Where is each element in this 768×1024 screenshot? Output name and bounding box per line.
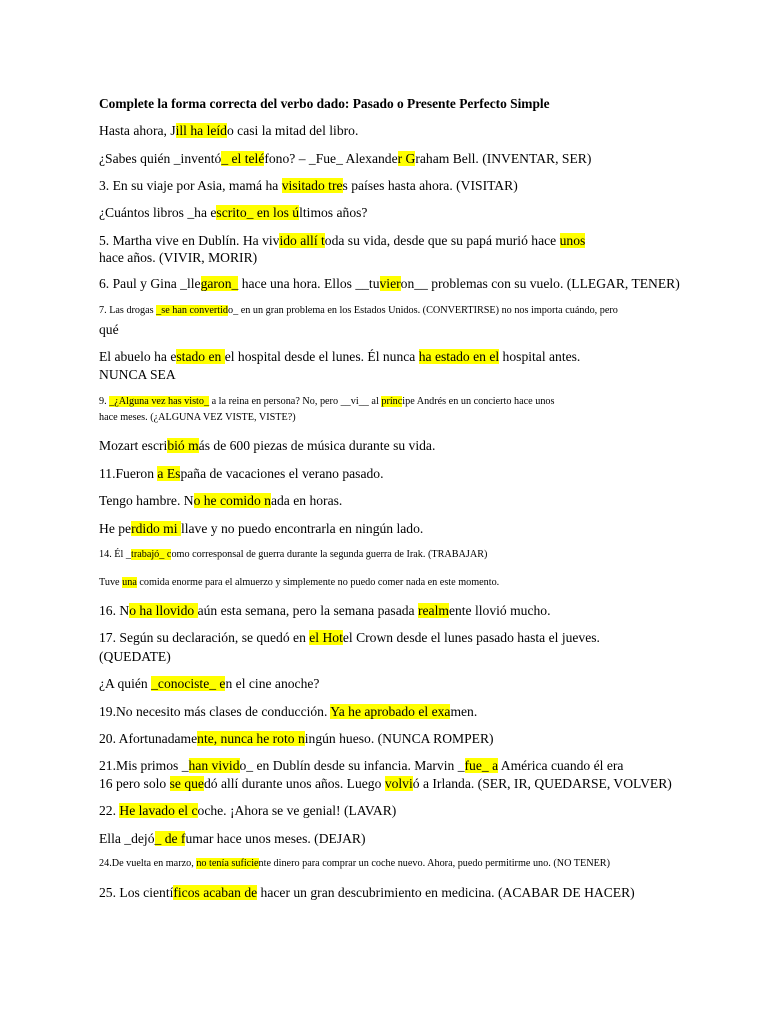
highlighted-text: o he comido n [193, 493, 271, 508]
text-run: a la reina en persona? No, pero __vi__ al [209, 396, 382, 407]
exercise-line [99, 603, 551, 619]
highlighted-text: nte, nunca he roto n [197, 731, 305, 746]
highlighted-text: Ya he aprobado el exa [330, 704, 451, 719]
text-run: o_ en un gran problema en los Estados Unidos. (CONVERTIRSE) no nos importa cuándo, pero [228, 305, 618, 316]
highlighted-text: el Hot [309, 630, 343, 645]
exercise-line [99, 250, 257, 266]
highlighted-text: una [122, 577, 137, 588]
text-run: umar hace unos meses. (DEJAR) [185, 831, 366, 846]
text-run: n el cine anoche? [225, 676, 320, 691]
text-run: 3. En su viaje por Asia, mamá ha [99, 178, 282, 193]
text-run: o_ en Dublín desde su infancia. Marvin _ [239, 758, 465, 773]
highlighted-text: o ha llovido [129, 603, 198, 618]
highlighted-text: unos [559, 233, 586, 248]
page-title [99, 96, 550, 112]
text-run: men. [450, 704, 478, 719]
text-run: hace una hora. Ellos __tu [238, 276, 380, 291]
text-run: ltimos años? [299, 205, 368, 220]
exercise-line [99, 367, 176, 383]
exercise-line [99, 885, 635, 901]
highlighted-text: realm [417, 603, 449, 618]
text-run: Tengo hambre. N [99, 493, 194, 508]
exercise-line [99, 493, 342, 509]
exercise-line [99, 676, 319, 692]
highlighted-text: han vivid [188, 758, 240, 773]
text-run: 17. Según su declaración, se quedó en [99, 630, 310, 645]
text-run: Hasta ahora, J [99, 123, 176, 138]
text-run: ó a Irlanda. (SER, IR, QUEDARSE, VOLVER) [412, 776, 672, 791]
highlighted-text: ill ha leíd [175, 123, 227, 138]
text-run: fono? – _Fue_ Alexande [264, 151, 398, 166]
text-run: ¿Sabes quién _inventó [99, 151, 222, 166]
text-run: el Crown desde el lunes pasado hasta el jueves. [342, 630, 600, 645]
text-run: ente llovió mucho. [448, 603, 551, 618]
exercise-line [99, 758, 623, 774]
exercise-line [99, 630, 600, 646]
text-run: (QUEDATE) [99, 649, 171, 664]
text-run: 11.Fueron [99, 466, 158, 481]
highlighted-text: se que [169, 776, 204, 791]
text-run: 24.De vuelta en marzo, [99, 858, 197, 869]
exercise-line [99, 704, 477, 720]
highlighted-text: prínc [381, 396, 403, 407]
highlighted-text: _conociste_ e [151, 676, 226, 691]
text-run: o casi la mitad del libro. [226, 123, 359, 138]
text-run: 7. Las drogas [99, 305, 157, 316]
highlighted-text: bió m [167, 438, 199, 453]
exercise-line [99, 776, 672, 792]
exercise-line [99, 803, 396, 819]
highlighted-text: no tenía suficie [196, 858, 259, 869]
text-run: ipe Andrés en un concierto hace unos [402, 396, 555, 407]
text-run: Tuve [99, 577, 123, 588]
exercise-line [99, 831, 366, 847]
text-run: 16 pero solo [99, 776, 170, 791]
text-run: 19.No necesito más clases de conducción. [99, 704, 331, 719]
text-run: ¿Cuántos libros _ha e [99, 205, 217, 220]
text-run: ás de 600 piezas de música durante su vida. [198, 438, 436, 453]
highlighted-text: stado en [176, 349, 225, 364]
text-run: ada en horas. [270, 493, 343, 508]
text-run: Ella _dejó [99, 831, 155, 846]
highlighted-text: ha estado en el [418, 349, 500, 364]
highlighted-text: ido allí t [279, 233, 325, 248]
text-run: on__ problemas con su vuelo. (LLEGAR, TENER) [400, 276, 680, 291]
text-run: el hospital desde el lunes. Él nunca [224, 349, 419, 364]
text-run: 9. [99, 396, 110, 407]
exercise-line [99, 548, 487, 561]
exercise-line [99, 205, 367, 221]
exercise-line [99, 411, 296, 424]
highlighted-text: a Es [157, 466, 181, 481]
exercise-line [99, 178, 518, 194]
text-run: hospital antes. [499, 349, 581, 364]
text-run: paña de vacaciones el verano pasado. [180, 466, 384, 481]
text-run: oda su vida, desde que su papá murió hace [324, 233, 560, 248]
text-run: 16. N [99, 603, 130, 618]
text-run: 21.Mis primos _ [99, 758, 189, 773]
highlighted-text: garon_ [200, 276, 239, 291]
text-run: NUNCA SEA [99, 367, 176, 382]
text-run: El abuelo ha e [99, 349, 177, 364]
text-run: 20. Afortunadame [99, 731, 198, 746]
text-run: Complete la forma correcta del verbo dado: Pasado o Presente Perfecto Simple [99, 96, 550, 111]
highlighted-text: He lavado el c [119, 803, 198, 818]
text-run: qué [99, 322, 119, 337]
text-run: nte dinero para comprar un coche nuevo. Ahora, puedo permitirme uno. (NO TENER) [258, 858, 610, 869]
text-run: He pe [99, 521, 132, 536]
exercise-line [99, 576, 499, 589]
text-run: 14. Él _ [99, 549, 131, 560]
text-run: dó allí durante unos años. Luego [203, 776, 385, 791]
text-run: 5. Martha vive en Dublín. Ha viv [99, 233, 280, 248]
highlighted-text: scrito_ en los ú [216, 205, 300, 220]
text-run: hacer un gran descubrimiento en medicina. (ACABAR DE HACER) [257, 885, 635, 900]
exercise-line [99, 151, 591, 167]
highlighted-text: visitado tre [281, 178, 343, 193]
exercise-line [99, 395, 554, 408]
exercise-line [99, 349, 580, 365]
highlighted-text: ficos acaban de [173, 885, 258, 900]
text-run: 25. Los cientí [99, 885, 174, 900]
exercise-line [99, 731, 494, 747]
exercise-line [99, 466, 384, 482]
highlighted-text: trabajó_ c [130, 549, 172, 560]
highlighted-text: _se han convertid [156, 305, 229, 316]
text-run: hace meses. (¿ALGUNA VEZ VISTE, VISTE?) [99, 412, 296, 423]
text-run: Mozart escri [99, 438, 168, 453]
highlighted-text: _ de f [154, 831, 186, 846]
exercise-line [99, 233, 585, 249]
text-run: llave y no puedo encontrarla en ningún lado. [180, 521, 424, 536]
text-run: comida enorme para el almuerzo y simplemente no puedo comer nada en este momento. [136, 577, 500, 588]
exercise-line [99, 304, 618, 317]
highlighted-text: rdido mi [131, 521, 181, 536]
highlighted-text: vier [379, 276, 401, 291]
text-run: ¿A quién [99, 676, 152, 691]
text-run: hace años. (VIVIR, MORIR) [99, 250, 258, 265]
highlighted-text: _ el telé [221, 151, 265, 166]
exercise-line [99, 521, 423, 537]
text-run: omo corresponsal de guerra durante la segunda guerra de Irak. (TRABAJAR) [171, 549, 488, 560]
exercise-line [99, 438, 435, 454]
highlighted-text: r G [397, 151, 416, 166]
text-run: raham Bell. (INVENTAR, SER) [415, 151, 592, 166]
exercise-line [99, 649, 171, 665]
highlighted-text: _¿Alguna vez has visto_ [109, 396, 210, 407]
text-run: oche. ¡Ahora se ve genial! (LAVAR) [197, 803, 397, 818]
exercise-line [99, 276, 680, 292]
text-run: ingún hueso. (NUNCA ROMPER) [304, 731, 494, 746]
highlighted-text: volvi [384, 776, 413, 791]
text-run: 6. Paul y Gina _lle [99, 276, 201, 291]
exercise-line [99, 322, 119, 338]
text-run: aún esta semana, pero la semana pasada [197, 603, 418, 618]
exercise-line [99, 857, 610, 870]
text-run: 22. [99, 803, 120, 818]
text-run: s países hasta ahora. (VISITAR) [342, 178, 518, 193]
text-run: América cuando él era [498, 758, 624, 773]
exercise-line [99, 123, 358, 139]
highlighted-text: fue_ a [464, 758, 499, 773]
